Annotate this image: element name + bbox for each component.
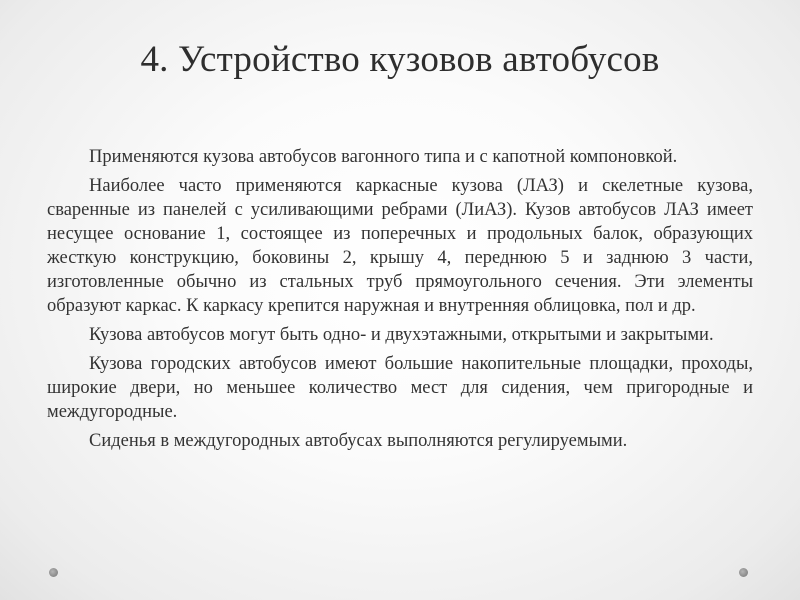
paragraph-body-types: Применяются кузова автобусов вагонного типа и с капотной компоновкой. — [89, 147, 678, 167]
slide-body — [47, 145, 753, 458]
paragraph-city-buses: Кузова городских автобусов имеют большие накопительные площадки, проходы, широкие двери, но меньшее количество мест для сидения, чем пригородные и междугородные. — [47, 354, 753, 422]
paragraph-seats: Сиденья в междугородных автобусах выполняются регулируемыми. — [89, 431, 628, 451]
decorative-dot-right — [739, 568, 748, 577]
paragraph-deck-types: Кузова автобусов могут быть одно- и двухэтажными, открытыми и закрытыми. — [89, 325, 714, 345]
paragraph-frame-construction: Наиболее часто применяются каркасные кузова (ЛАЗ) и скелетные кузова, сваренные из панелей с усиливающими ребрами (ЛиАЗ). Кузов автобусов ЛАЗ имеет несущее основание 1, состоящее из поперечных и продольных балок, образующих жесткую конструкцию, боковины 2, крышу 4, переднюю 5 и заднюю 3 части, изготовленные обычно из стальных труб прямоугольного сечения. Эти элементы образуют каркас. К каркасу крепится наружная и внутренняя облицовка, пол и др. — [47, 176, 753, 316]
decorative-dot-left — [49, 568, 58, 577]
slide-title: 4. Устройство кузовов автобусов — [140, 39, 660, 80]
